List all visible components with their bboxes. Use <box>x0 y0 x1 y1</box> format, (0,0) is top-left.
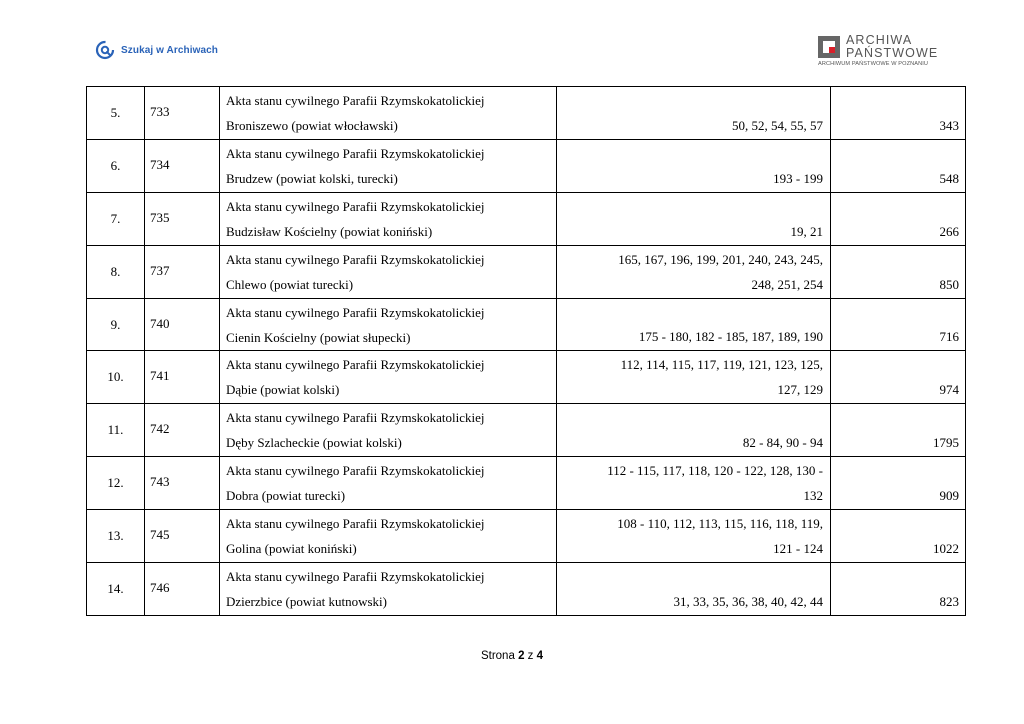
record-title-line-2: Budzisław Kościelny (powiat koniński) <box>226 223 433 239</box>
record-count <box>831 298 966 351</box>
record-count <box>831 139 966 192</box>
record-count-value: 548 <box>939 170 959 186</box>
record-years-line-2: 82 - 84, 90 - 94 <box>742 435 823 451</box>
logo-text: Szukaj w Archiwach <box>121 44 219 56</box>
record-title-line-1: Akta stanu cywilnego Parafii Rzymskokatolickiej <box>226 463 485 479</box>
row-number: 9. <box>87 298 145 351</box>
record-count <box>831 457 966 510</box>
record-years-line-1: 165, 167, 196, 199, 201, 240, 243, 245, <box>618 251 823 267</box>
record-count-value: 716 <box>939 329 959 345</box>
record-years <box>557 510 831 563</box>
record-title-line-2: Dęby Szlacheckie (powiat kolski) <box>226 435 402 451</box>
record-years-line-2: 31, 33, 35, 36, 38, 40, 42, 44 <box>673 593 823 609</box>
table-row <box>87 510 966 563</box>
record-count-value: 823 <box>939 593 959 609</box>
row-number: 6. <box>87 139 145 192</box>
signature: 741 <box>145 351 220 404</box>
szukaj-w-archiwach-logo[interactable] <box>95 40 218 60</box>
row-number: 11. <box>87 404 145 457</box>
record-years <box>557 87 831 140</box>
record-title-line-2: Dzierzbice (powiat kutnowski) <box>226 593 388 609</box>
record-years <box>557 139 831 192</box>
archiwa-panstwowe-logo[interactable] <box>818 33 939 67</box>
table-row <box>87 563 966 616</box>
search-archive-icon <box>95 40 115 60</box>
logo-subtitle: ARCHIWUM PAŃSTWOWE W POZNANIU <box>818 61 929 67</box>
record-count-value: 850 <box>939 276 959 292</box>
record-count <box>831 87 966 140</box>
record-count-value: 266 <box>939 223 959 239</box>
row-number: 8. <box>87 245 145 298</box>
logo-line-1: ARCHIWA <box>846 33 913 47</box>
record-count <box>831 351 966 404</box>
record-years-line-2: 193 - 199 <box>773 170 823 186</box>
row-number: 10. <box>87 351 145 404</box>
record-years-line-1: 112 - 115, 117, 118, 120 - 122, 128, 130 - <box>607 463 823 479</box>
row-number: 7. <box>87 192 145 245</box>
archiwa-emblem-icon <box>818 36 840 58</box>
page-number: Strona 2 z 4 <box>480 650 544 662</box>
table-row <box>87 298 966 351</box>
record-count-value: 974 <box>939 382 959 398</box>
table-row <box>87 139 966 192</box>
record-count <box>831 192 966 245</box>
table-row <box>87 457 966 510</box>
record-count <box>831 563 966 616</box>
signature: 742 <box>145 404 220 457</box>
table-row <box>87 351 966 404</box>
record-years-line-2: 19, 21 <box>790 223 823 239</box>
record-years <box>557 298 831 351</box>
record-title-line-2: Golina (powiat koniński) <box>226 541 357 557</box>
row-number: 13. <box>87 510 145 563</box>
record-years-line-2: 132 <box>803 488 823 504</box>
record-title <box>220 404 557 457</box>
record-title <box>220 457 557 510</box>
record-title-line-1: Akta stanu cywilnego Parafii Rzymskokatolickiej <box>226 568 485 584</box>
record-title-line-2: Cienin Kościelny (powiat słupecki) <box>226 329 411 345</box>
record-title <box>220 351 557 404</box>
record-years <box>557 404 831 457</box>
record-title-line-1: Akta stanu cywilnego Parafii Rzymskokatolickiej <box>226 516 485 532</box>
record-years-line-1: 112, 114, 115, 117, 119, 121, 123, 125, <box>620 357 823 373</box>
record-title-line-1: Akta stanu cywilnego Parafii Rzymskokatolickiej <box>226 198 485 214</box>
record-count-value: 909 <box>939 488 959 504</box>
record-count-value: 1022 <box>933 541 959 557</box>
record-title-line-1: Akta stanu cywilnego Parafii Rzymskokatolickiej <box>226 251 485 267</box>
signature: 746 <box>145 563 220 616</box>
table-row <box>87 192 966 245</box>
record-title <box>220 563 557 616</box>
record-title-line-1: Akta stanu cywilnego Parafii Rzymskokatolickiej <box>226 304 485 320</box>
logo-line-2: PAŃSTWOWE <box>846 46 939 60</box>
record-count-value: 1795 <box>933 435 959 451</box>
record-years <box>557 192 831 245</box>
record-title-line-1: Akta stanu cywilnego Parafii Rzymskokatolickiej <box>226 357 485 373</box>
record-title <box>220 298 557 351</box>
record-years-line-2: 127, 129 <box>777 382 823 398</box>
table-row <box>87 245 966 298</box>
table-row <box>87 87 966 140</box>
record-years-line-2: 50, 52, 54, 55, 57 <box>732 117 823 133</box>
record-count <box>831 510 966 563</box>
record-years <box>557 351 831 404</box>
signature: 737 <box>145 245 220 298</box>
record-title <box>220 139 557 192</box>
record-years <box>557 563 831 616</box>
signature: 740 <box>145 298 220 351</box>
record-title <box>220 192 557 245</box>
record-title-line-1: Akta stanu cywilnego Parafii Rzymskokatolickiej <box>226 145 485 161</box>
record-years <box>557 457 831 510</box>
signature: 734 <box>145 139 220 192</box>
record-years-line-2: 121 - 124 <box>773 541 823 557</box>
signature: 735 <box>145 192 220 245</box>
record-count <box>831 404 966 457</box>
signature: 743 <box>145 457 220 510</box>
signature: 745 <box>145 510 220 563</box>
record-years-line-1: 108 - 110, 112, 113, 115, 116, 118, 119, <box>617 516 823 532</box>
row-number: 5. <box>87 87 145 140</box>
record-title <box>220 510 557 563</box>
records-table <box>86 86 966 616</box>
row-number: 14. <box>87 563 145 616</box>
record-title-line-2: Brudzew (powiat kolski, turecki) <box>226 170 398 186</box>
record-count <box>831 245 966 298</box>
record-title-line-1: Akta stanu cywilnego Parafii Rzymskokatolickiej <box>226 92 485 108</box>
record-title-line-2: Broniszewo (powiat włocławski) <box>226 117 398 133</box>
record-title <box>220 245 557 298</box>
record-years-line-2: 248, 251, 254 <box>751 276 823 292</box>
record-count-value: 343 <box>939 117 959 133</box>
record-title-line-2: Chlewo (powiat turecki) <box>226 276 354 292</box>
table-row <box>87 404 966 457</box>
record-title-line-2: Dąbie (powiat kolski) <box>226 382 340 398</box>
record-title-line-2: Dobra (powiat turecki) <box>226 488 346 504</box>
record-years <box>557 245 831 298</box>
record-title <box>220 87 557 140</box>
record-title-line-1: Akta stanu cywilnego Parafii Rzymskokatolickiej <box>226 410 485 426</box>
record-years-line-2: 175 - 180, 182 - 185, 187, 189, 190 <box>638 329 823 345</box>
row-number: 12. <box>87 457 145 510</box>
signature: 733 <box>145 87 220 140</box>
